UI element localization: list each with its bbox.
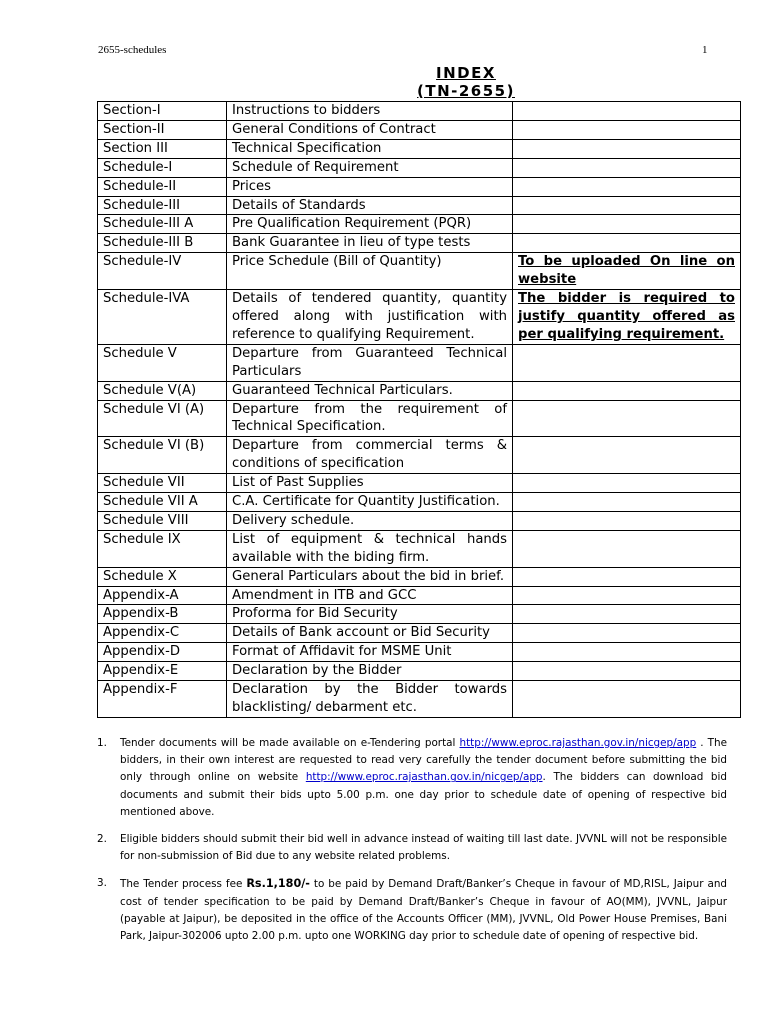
index-row bbox=[98, 196, 741, 215]
remark-cell bbox=[513, 586, 741, 605]
index-row bbox=[98, 400, 741, 437]
remark-cell bbox=[513, 215, 741, 234]
note-text bbox=[120, 735, 727, 821]
index-row bbox=[98, 120, 741, 139]
section-cell: Schedule-III bbox=[98, 196, 227, 215]
description-cell: Technical Specification bbox=[227, 139, 513, 158]
remark-cell bbox=[513, 196, 741, 215]
description-cell: List of Past Supplies bbox=[227, 474, 513, 493]
remark-cell bbox=[513, 102, 741, 121]
section-cell: Schedule VII bbox=[98, 474, 227, 493]
note-3 bbox=[97, 875, 727, 945]
index-row bbox=[98, 530, 741, 567]
index-row bbox=[98, 511, 741, 530]
eproc-website-link[interactable]: http://www.eproc.rajasthan.gov.in/nicgep/app bbox=[305, 771, 543, 784]
section-cell: Schedule-III A bbox=[98, 215, 227, 234]
remark-cell bbox=[513, 643, 741, 662]
index-row bbox=[98, 158, 741, 177]
remark-cell bbox=[513, 158, 741, 177]
remark-cell bbox=[513, 234, 741, 253]
index-row bbox=[98, 234, 741, 253]
remark-cell bbox=[513, 681, 741, 718]
description-cell: Price Schedule (Bill of Quantity) bbox=[227, 253, 513, 290]
remark-cell bbox=[513, 567, 741, 586]
section-cell: Appendix-C bbox=[98, 624, 227, 643]
index-row bbox=[98, 290, 741, 345]
section-cell: Schedule VI (A) bbox=[98, 400, 227, 437]
remark-cell bbox=[513, 624, 741, 643]
description-cell: Prices bbox=[227, 177, 513, 196]
note-text-part: The Tender process fee bbox=[120, 878, 247, 891]
description-cell: Pre Qualification Requirement (PQR) bbox=[227, 215, 513, 234]
index-row bbox=[98, 474, 741, 493]
note-number: 2. bbox=[97, 833, 107, 846]
index-row bbox=[98, 624, 741, 643]
section-cell: Appendix-D bbox=[98, 643, 227, 662]
section-cell: Section-II bbox=[98, 120, 227, 139]
remark-cell bbox=[513, 139, 741, 158]
index-row bbox=[98, 437, 741, 474]
description-cell: General Particulars about the bid in brief. bbox=[227, 567, 513, 586]
remark-cell bbox=[513, 474, 741, 493]
section-cell: Schedule V(A) bbox=[98, 381, 227, 400]
index-row bbox=[98, 605, 741, 624]
note-text: Eligible bidders should submit their bid well in advance instead of waiting till last date. JVVNL will not be responsible for non-submission of Bid due to any website related problems. bbox=[120, 833, 727, 863]
page-number: 1 bbox=[702, 44, 708, 56]
remark-cell bbox=[513, 511, 741, 530]
description-cell: Format of Affidavit for MSME Unit bbox=[227, 643, 513, 662]
index-row bbox=[98, 493, 741, 512]
section-cell: Schedule VI (B) bbox=[98, 437, 227, 474]
section-cell: Schedule-II bbox=[98, 177, 227, 196]
index-row bbox=[98, 139, 741, 158]
index-row bbox=[98, 102, 741, 121]
description-cell: Departure from commercial terms & conditions of specification bbox=[227, 437, 513, 474]
remark-cell bbox=[513, 493, 741, 512]
description-cell: Details of Bank account or Bid Security bbox=[227, 624, 513, 643]
note-number: 3. bbox=[97, 877, 107, 890]
description-cell: Guaranteed Technical Particulars. bbox=[227, 381, 513, 400]
section-cell: Appendix-A bbox=[98, 586, 227, 605]
description-cell: Amendment in ITB and GCC bbox=[227, 586, 513, 605]
index-row bbox=[98, 681, 741, 718]
remark-cell bbox=[513, 177, 741, 196]
description-cell: C.A. Certificate for Quantity Justification. bbox=[227, 493, 513, 512]
section-cell: Schedule VII A bbox=[98, 493, 227, 512]
note-text-part: . The bidders can download bid documents and submit their bids upto 5.00 p.m. one day prior to schedule date of opening of respective bid mentioned above. bbox=[120, 771, 727, 818]
description-cell: Departure from the requirement of Technical Specification. bbox=[227, 400, 513, 437]
index-title: INDEX bbox=[436, 64, 496, 82]
remark-cell: To be uploaded On line on website bbox=[513, 253, 741, 290]
index-row bbox=[98, 344, 741, 381]
remark-cell: The bidder is required to justify quantity offered as per qualifying requirement. bbox=[513, 290, 741, 345]
document-name: 2655-schedules bbox=[98, 44, 167, 56]
remark-cell bbox=[513, 120, 741, 139]
index-row bbox=[98, 662, 741, 681]
section-cell: Appendix-F bbox=[98, 681, 227, 718]
tender-number-title: (TN-2655) bbox=[417, 82, 515, 100]
description-cell: Details of Standards bbox=[227, 196, 513, 215]
description-cell: Declaration by the Bidder bbox=[227, 662, 513, 681]
description-cell: Schedule of Requirement bbox=[227, 158, 513, 177]
index-row bbox=[98, 586, 741, 605]
note-1 bbox=[97, 735, 727, 821]
section-cell: Section-I bbox=[98, 102, 227, 121]
eproc-portal-link[interactable]: http://www.eproc.rajasthan.gov.in/nicgep/app bbox=[459, 737, 697, 749]
description-cell: Details of tendered quantity, quantity offered along with justification with reference to qualifying Requirement. bbox=[227, 290, 513, 345]
remark-cell bbox=[513, 381, 741, 400]
note-2 bbox=[97, 831, 727, 865]
section-cell: Schedule-III B bbox=[98, 234, 227, 253]
description-cell: Departure from Guaranteed Technical Particulars bbox=[227, 344, 513, 381]
description-cell: List of equipment & technical hands available with the biding firm. bbox=[227, 530, 513, 567]
index-table-body bbox=[98, 102, 741, 718]
section-cell: Schedule-IV bbox=[98, 253, 227, 290]
section-cell: Schedule V bbox=[98, 344, 227, 381]
note-text-part: . The bidders, in their own interest are requested to read very carefully the tender document before submitting the bid only through online on website bbox=[120, 737, 727, 784]
tender-fee-amount: Rs.1,180/- bbox=[246, 877, 310, 891]
description-cell: Instructions to bidders bbox=[227, 102, 513, 121]
index-row bbox=[98, 381, 741, 400]
notes-list bbox=[97, 735, 727, 955]
section-cell: Schedule-I bbox=[98, 158, 227, 177]
index-row bbox=[98, 215, 741, 234]
note-text-part: to be paid by Demand Draft/Banker’s Cheque in favour of MD,RISL, Jaipur and cost of tender specification to be paid by Demand Draft/Banker’s Cheque in favour of AO(MM), JVVNL, Jaipur (payable at Jaipur), be deposited in the office of the Accounts Officer (MM), JVVNL, Old Power House Premises, Bani Park, Jaipur-302006 upto 2.00 p.m. upto one WORKING day prior to schedule date of opening of respective bid. bbox=[120, 878, 727, 943]
index-row bbox=[98, 253, 741, 290]
description-cell: Proforma for Bid Security bbox=[227, 605, 513, 624]
note-number: 1. bbox=[97, 737, 107, 749]
section-cell: Section III bbox=[98, 139, 227, 158]
index-row bbox=[98, 177, 741, 196]
remark-cell bbox=[513, 344, 741, 381]
index-row bbox=[98, 643, 741, 662]
remark-cell bbox=[513, 605, 741, 624]
section-cell: Schedule X bbox=[98, 567, 227, 586]
description-cell: General Conditions of Contract bbox=[227, 120, 513, 139]
remark-cell bbox=[513, 437, 741, 474]
note-text bbox=[120, 875, 727, 945]
description-cell: Bank Guarantee in lieu of type tests bbox=[227, 234, 513, 253]
remark-cell bbox=[513, 530, 741, 567]
index-row bbox=[98, 567, 741, 586]
remark-cell bbox=[513, 400, 741, 437]
description-cell: Declaration by the Bidder towards blacklisting/ debarment etc. bbox=[227, 681, 513, 718]
section-cell: Schedule IX bbox=[98, 530, 227, 567]
section-cell: Appendix-E bbox=[98, 662, 227, 681]
description-cell: Delivery schedule. bbox=[227, 511, 513, 530]
remark-cell bbox=[513, 662, 741, 681]
section-cell: Schedule-IVA bbox=[98, 290, 227, 345]
section-cell: Appendix-B bbox=[98, 605, 227, 624]
note-text-part: Tender documents will be made available on e-Tendering portal bbox=[120, 737, 456, 749]
section-cell: Schedule VIII bbox=[98, 511, 227, 530]
index-table bbox=[97, 101, 741, 718]
